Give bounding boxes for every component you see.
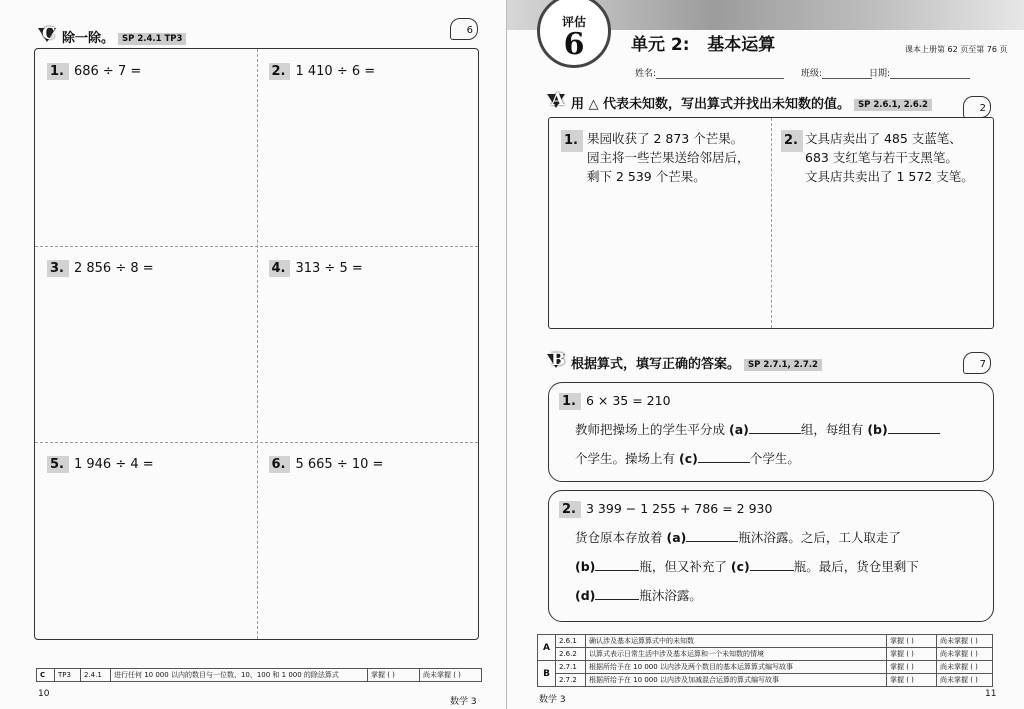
answer-blank[interactable] [698,451,750,463]
table-cell: 根据所给予在 10 000 以内涉及两个数目的基本运算算式编写故事 [586,661,887,674]
answer-blank[interactable] [595,588,639,600]
question-number: 1. [559,393,581,410]
question-number: 2. [781,130,803,152]
table-cell: 掌握 ( ) [887,674,937,687]
sp-tag: SP 2.4.1 TP3 [118,33,186,45]
problem-expression: 1 946 ÷ 4 = [73,457,154,473]
question-line: (b) 瓶，但又补充了 (c) 瓶。最后，货仓里剩下 [575,558,919,574]
table-cell: 掌握 ( ) [887,661,937,674]
badge-number: 6 [563,27,585,62]
question-expression: 6 × 35 = 210 [585,393,671,408]
score-box: 7 [963,352,991,374]
problem-expression: 686 ÷ 7 = [73,64,142,79]
question-text: 剩下 2 539 个芒果。 [587,168,706,184]
table-cell: 根据所给予在 10 000 以内涉及加减混合运算的算式编写故事 [586,674,887,687]
question-cell[interactable] [549,118,771,328]
name-field[interactable]: 姓名: [635,66,784,79]
problem-expression: 313 ÷ 5 = [295,260,363,276]
answer-blank[interactable] [749,422,801,434]
table-cell: B [538,661,556,687]
table-cell: TP3 [55,669,81,682]
table-cell: 2.7.2 [556,674,586,687]
assessment-badge [537,0,611,68]
answer-blank[interactable] [595,559,639,571]
page-number: 10 [38,689,50,699]
section-title: 根据算式，填写正确的答案。 SP 2.7.1, 2.7.2 [571,353,822,372]
problem-cell[interactable] [257,246,479,443]
question-text: 果园收获了 2 873 个芒果。 [587,131,744,146]
section-title: 除一除。 SP 2.4.1 TP3 [62,27,186,46]
textbook-ref: 课本上册第 62 页至第 76 页 [905,45,1008,54]
problem-number: 2. [269,63,291,80]
right-page [506,0,1024,709]
problem-cell[interactable] [257,49,479,246]
table-cell: 2.4.1 [81,669,111,682]
section-letter: A [551,90,565,110]
table-cell: 尚未掌握 ( ) [937,635,993,648]
question-line: 教师把操场上的学生平分成 (a) 组，每组有 (b) [559,416,983,445]
question-number: 1. [561,130,583,152]
badge-label: 评估 [561,15,586,29]
problem-cell[interactable] [35,246,257,443]
problem-number: 1. [47,63,69,80]
section-letter: B [551,350,566,370]
question-expression: 3 399 − 1 255 + 786 = 2 930 [585,501,773,516]
question-line: (d) 瓶沐浴露。 [575,587,702,603]
problem-cell[interactable] [35,49,257,246]
question-text: 文具店卖出了 485 支蓝笔、 [805,131,962,146]
answer-blank[interactable] [686,530,738,542]
section-a-box [548,117,994,329]
table-cell: A [538,635,556,661]
sp-tag: SP 2.7.1, 2.7.2 [744,359,822,371]
question-number: 2. [559,501,581,518]
left-page [0,0,506,709]
book-label: 数学 3 [450,697,477,707]
section-title: 用 △ 代表未知数，写出算式并找出未知数的值。 SP 2.6.1, 2.6.2 [571,93,932,112]
table-cell: 尚未掌握 ( ) [937,648,993,661]
problem-number: 3. [47,260,69,277]
problem-number: 6. [269,456,291,473]
question-line [559,501,983,518]
table-cell: 掌握 ( ) [887,648,937,661]
section-letter: C [42,24,56,44]
question-text: 园主将一些芒果送给邻居后， [587,149,750,165]
problem-expression: 2 856 ÷ 8 = [73,260,154,276]
sp-tag: SP 2.6.1, 2.6.2 [854,99,932,111]
table-cell: C [37,669,55,682]
answer-blank[interactable] [888,422,940,434]
problem-cell[interactable] [35,442,257,639]
table-cell: 掌握 ( ) [887,635,937,648]
problem-grid [34,48,479,640]
problem-number: 5. [47,456,69,473]
table-cell: 尚未掌握 ( ) [420,669,482,682]
table-cell: 以算式表示日常生活中涉及基本运算和一个未知数的情境 [586,648,887,661]
skill-table [36,668,482,682]
problem-expression: 5 665 ÷ 10 = [295,457,384,473]
question-cell[interactable] [771,118,993,328]
table-cell: 尚未掌握 ( ) [937,674,993,687]
class-field[interactable]: 班级: [801,66,872,79]
page-number: 11 [985,689,997,699]
table-cell: 确认涉及基本运算算式中的未知数 [586,635,887,648]
problem-expression: 1 410 ÷ 6 = [295,64,376,79]
table-cell: 掌握 ( ) [368,669,420,682]
answer-blank[interactable] [750,559,794,571]
problem-number: 4. [269,260,291,277]
question-text: 文具店共卖出了 1 572 支笔。 [805,168,974,184]
score-box: 2 [963,96,991,118]
question-line [559,393,983,410]
table-cell: 进行任何 10 000 以内的数目与一位数、10、100 和 1 000 的除法算式 [111,669,368,682]
question-box [548,490,994,622]
score-box: 6 [450,18,478,40]
skill-table [537,634,993,687]
table-cell: 尚未掌握 ( ) [937,661,993,674]
table-cell: 2.7.1 [556,661,586,674]
table-cell: 2.6.1 [556,635,586,648]
book-label: 数学 3 [539,695,566,705]
unit-title: 单元 2: 基本运算 [631,35,776,55]
question-text: 683 支红笔与若干支黑笔。 [805,149,958,165]
question-line: 货仓原本存放着 (a) 瓶沐浴露。之后，工人取走了 [575,530,901,545]
question-line: 个学生。操场上有 (c) 个学生。 [575,450,800,466]
question-box [548,382,994,482]
problem-cell[interactable] [257,442,479,639]
date-field[interactable]: 日期: [869,66,970,79]
table-cell: 2.6.2 [556,648,586,661]
